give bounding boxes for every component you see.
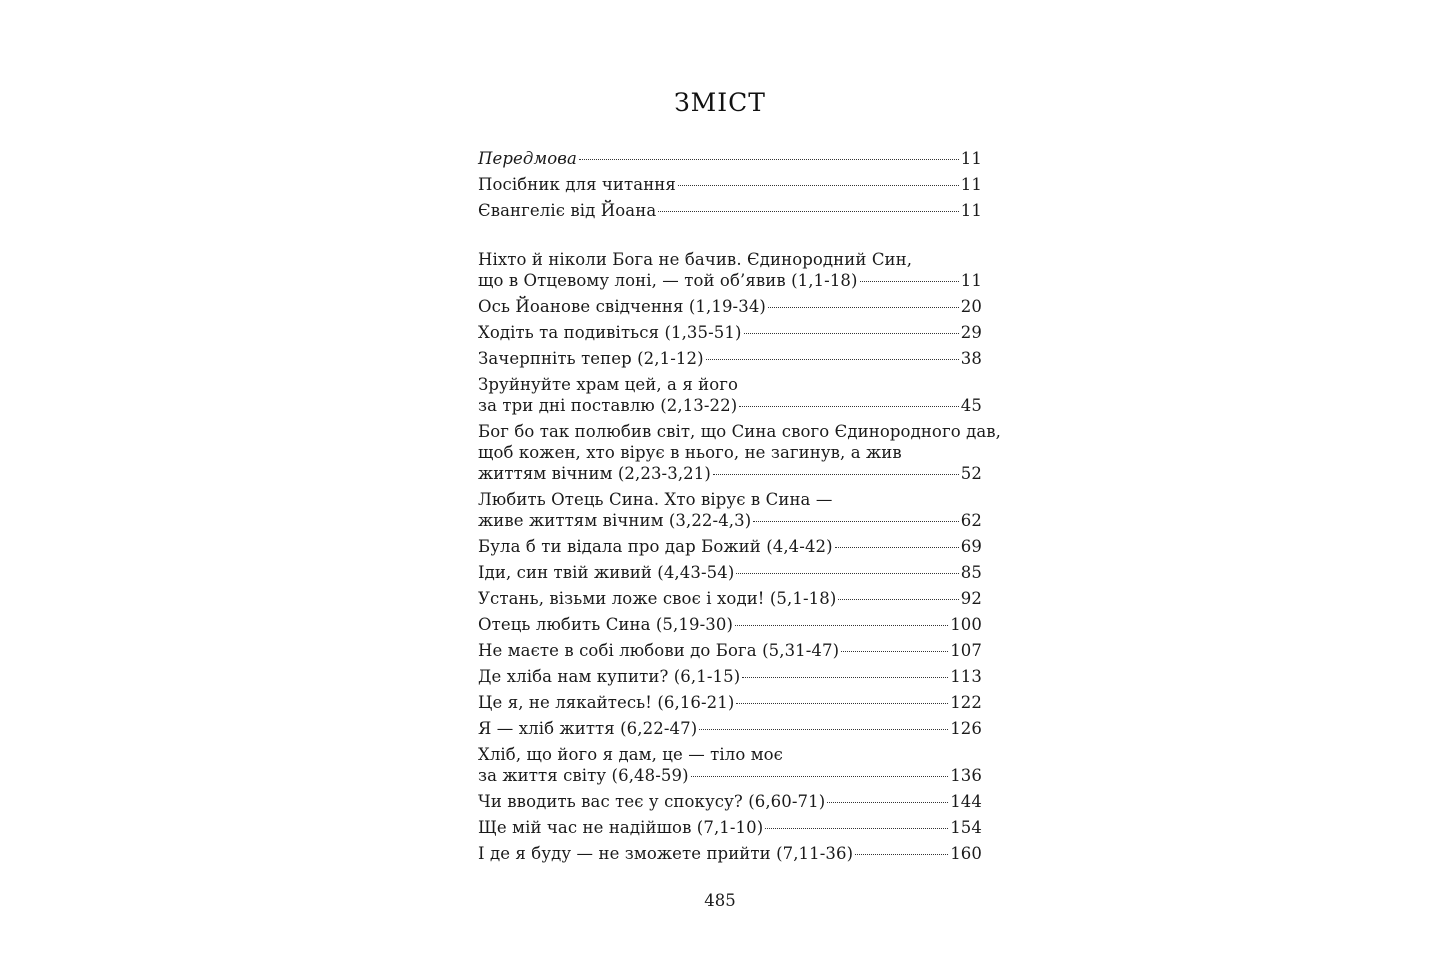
toc-entry-page: 69 — [960, 537, 982, 556]
toc-entry — [478, 322, 982, 343]
toc-entry — [478, 817, 982, 838]
toc-entry-row — [478, 200, 982, 221]
dot-leader — [855, 854, 948, 855]
dot-leader — [658, 211, 959, 212]
toc-entry-page: 136 — [950, 766, 982, 785]
toc-entry — [478, 791, 982, 812]
toc-entry-title: Передмова — [478, 149, 577, 168]
toc-entry — [478, 249, 982, 291]
dot-leader — [860, 281, 959, 282]
toc-entry-title: Ходіть та подивіться (1,35-51) — [478, 323, 742, 342]
toc-entry-title: Не маєте в собі любови до Бога (5,31-47) — [478, 641, 840, 660]
toc-entry-row — [478, 348, 982, 369]
toc-entry-title: Іди, син твій живий (4,43-54) — [478, 563, 735, 582]
toc-entry — [478, 666, 982, 687]
toc-entry-row — [478, 588, 982, 609]
toc-entry-title: Євангеліє від Йоана — [478, 201, 657, 220]
dot-leader — [765, 828, 948, 829]
toc-entry — [478, 843, 982, 864]
toc-entry-page: 154 — [950, 818, 982, 837]
toc-entry — [478, 588, 982, 609]
toc-entry-page: 11 — [960, 271, 982, 290]
toc-entry-title-line: Бог бо так полюбив світ, що Сина свого Єдинородного дав, — [478, 422, 1002, 441]
toc-entry-row — [478, 791, 982, 812]
toc-entry-row — [478, 536, 982, 557]
toc-entry-row — [478, 395, 982, 416]
toc-entry-row — [478, 463, 982, 484]
toc-entry-title: Посібник для читання — [478, 175, 676, 194]
dot-leader — [736, 573, 958, 574]
toc-entry-page: 45 — [960, 396, 982, 415]
toc-entry-page: 38 — [960, 349, 982, 368]
toc-entry-row — [478, 562, 982, 583]
table-of-contents — [478, 148, 1002, 869]
toc-entry — [478, 718, 982, 739]
toc-entry-page: 92 — [960, 589, 982, 608]
toc-entry-page: 11 — [960, 149, 982, 168]
toc-entry-title: І де я буду — не зможете прийти (7,11-36) — [478, 844, 854, 863]
toc-entry-page: 107 — [950, 641, 982, 660]
toc-entry-title: Де хліба нам купити? (6,1-15) — [478, 667, 741, 686]
toc-entry-title-line: Зруйнуйте храм цей, а я його — [478, 375, 739, 394]
toc-entry-title: що в Отцевому лоні, — той об’явив (1,1-18) — [478, 271, 858, 290]
toc-entry-title: Чи вводить вас теє у спокусу? (6,60-71) — [478, 792, 826, 811]
toc-entry-title: Була б ти відала про дар Божий (4,4-42) — [478, 537, 833, 556]
dot-leader — [736, 703, 948, 704]
toc-entry-title: за три дні поставлю (2,13-22) — [478, 396, 738, 415]
toc-entry-page: 11 — [960, 175, 982, 194]
dot-leader — [753, 521, 959, 522]
dot-leader — [827, 802, 948, 803]
toc-entry-row — [478, 640, 982, 661]
toc-entry-page: 52 — [960, 464, 982, 483]
toc-entry-row — [478, 718, 982, 739]
toc-entry-page: 144 — [950, 792, 982, 811]
dot-leader — [835, 547, 959, 548]
toc-entry — [478, 174, 982, 195]
toc-entry-title: Отець любить Сина (5,19-30) — [478, 615, 733, 634]
dot-leader — [579, 159, 959, 160]
toc-entry — [478, 640, 982, 661]
toc-entry-page: 113 — [950, 667, 982, 686]
page-title: ЗМІСТ — [674, 88, 766, 117]
toc-entry-page: 126 — [950, 719, 982, 738]
toc-entry — [478, 614, 982, 635]
toc-entry-title: за життя світу (6,48-59) — [478, 766, 689, 785]
toc-entry-page: 29 — [960, 323, 982, 342]
toc-entry-title: живе життям вічним (3,22-4,3) — [478, 511, 752, 530]
toc-entry — [478, 489, 982, 531]
dot-leader — [678, 185, 959, 186]
toc-entry — [478, 421, 1002, 484]
toc-entry — [478, 374, 982, 416]
dot-leader — [768, 307, 959, 308]
toc-entry-title-line: щоб кожен, хто вірує в нього, не загинув, а жив — [478, 443, 902, 462]
toc-entry — [478, 296, 982, 317]
toc-entry-title: Ще мій час не надійшов (7,1-10) — [478, 818, 764, 837]
toc-entry-title: Це я, не лякайтесь! (6,16-21) — [478, 693, 735, 712]
toc-entry-row — [478, 322, 982, 343]
toc-entry — [478, 562, 982, 583]
dot-leader — [699, 729, 948, 730]
dot-leader — [735, 625, 948, 626]
toc-entry-page: 20 — [960, 297, 982, 316]
toc-entry-page: 11 — [960, 201, 982, 220]
dot-leader — [706, 359, 959, 360]
toc-entry-row — [478, 510, 982, 531]
toc-entry-row — [478, 765, 982, 786]
dot-leader — [713, 474, 959, 475]
toc-entry-row — [478, 296, 982, 317]
toc-entry-row — [478, 817, 982, 838]
dot-leader — [838, 599, 958, 600]
toc-entry-row — [478, 692, 982, 713]
dot-leader — [739, 406, 959, 407]
toc-entry-page: 100 — [950, 615, 982, 634]
toc-entry-title: життям вічним (2,23-3,21) — [478, 464, 711, 483]
dot-leader — [742, 677, 948, 678]
dot-leader — [841, 651, 948, 652]
dot-leader — [744, 333, 959, 334]
toc-entry-title-line: Ніхто й ніколи Бога не бачив. Єдинородний Син, — [478, 250, 913, 269]
toc-entry-title: Ось Йоанове свідчення (1,19-34) — [478, 297, 766, 316]
toc-entry-page: 160 — [950, 844, 982, 863]
page-number: 485 — [704, 891, 736, 910]
toc-entry — [478, 744, 982, 786]
toc-entry — [478, 200, 982, 221]
toc-entry-title-line: Хліб, що його я дам, це — тіло моє — [478, 745, 784, 764]
toc-entry — [478, 348, 982, 369]
toc-entry-title: Устань, візьми ложе своє і ходи! (5,1-18) — [478, 589, 837, 608]
toc-entry-row — [478, 614, 982, 635]
toc-entry-title-line: Любить Отець Сина. Хто вірує в Сина — — [478, 490, 833, 509]
toc-entry-row — [478, 843, 982, 864]
toc-entry-row — [478, 174, 982, 195]
toc-entry-row — [478, 148, 982, 169]
toc-entry-page: 122 — [950, 693, 982, 712]
toc-entry — [478, 148, 982, 169]
toc-entry-page: 85 — [960, 563, 982, 582]
toc-entry-title: Зачерпніть тепер (2,1-12) — [478, 349, 704, 368]
toc-entry-title: Я — хліб життя (6,22-47) — [478, 719, 698, 738]
toc-entry-row — [478, 666, 982, 687]
dot-leader — [691, 776, 949, 777]
toc-entry — [478, 536, 982, 557]
toc-entry-row — [478, 270, 982, 291]
toc-entry — [478, 692, 982, 713]
toc-entry-page: 62 — [960, 511, 982, 530]
